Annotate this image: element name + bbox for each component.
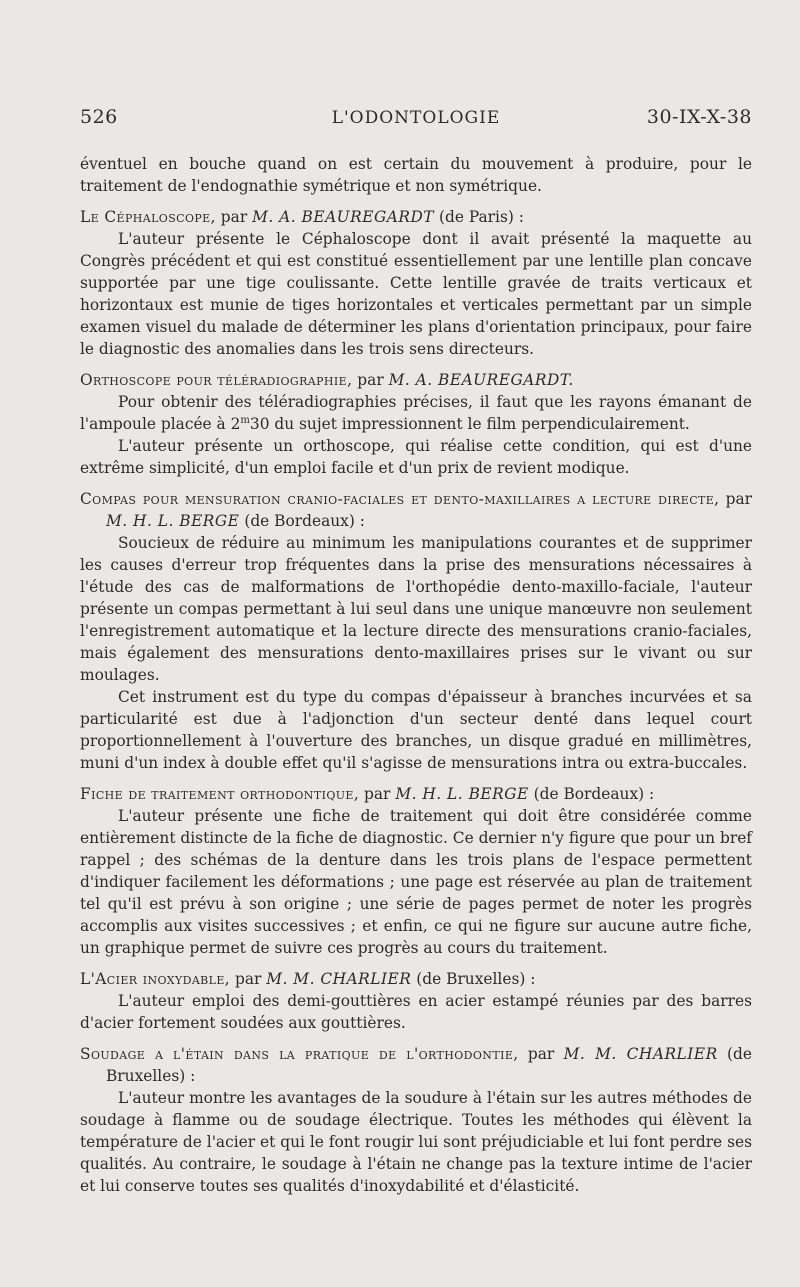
section-paragraph: L'auteur montre les avantages de la soudure à l'étain sur les autres méthodes de soudage à flamme ou de soudage électrique. Toutes les méthodes qui élèvent la température de l'acier et qui le font rougir lui sont préjudiciable et lui font perdre ses qualités. Au contraire, le soudage à l'étain ne change pas la texture intime de l'acier et lui conserve toutes ses qualités d'inoxydabilité et d'élasticité. bbox=[80, 1089, 752, 1195]
section-by: par bbox=[719, 490, 752, 508]
section-heading bbox=[80, 1043, 752, 1087]
section-acier bbox=[80, 968, 752, 1034]
section-heading bbox=[80, 783, 752, 805]
page-number: 526 bbox=[80, 106, 118, 128]
section-author: M. H. L. BERGE bbox=[106, 512, 240, 530]
section-author: M. A. BEAUREGARDT bbox=[252, 208, 435, 226]
section-title: L'Acier inoxydable, bbox=[80, 970, 231, 988]
section-author: M. M. CHARLIER bbox=[266, 970, 412, 988]
section-title: Compas pour mensuration cranio-faciales et dento-maxillaires a lecture directe, bbox=[80, 490, 720, 508]
section-author: M. M. CHARLIER bbox=[563, 1045, 718, 1063]
section-paragraph: L'auteur présente un orthoscope, qui réalise cette condition, qui est d'une extrême simplicité, d'un emploi facile et d'un prix de revient modique. bbox=[80, 437, 752, 477]
section-by: par bbox=[215, 208, 253, 226]
article-body bbox=[80, 153, 752, 1197]
section-heading bbox=[80, 968, 752, 990]
section-cephaloscope bbox=[80, 206, 752, 360]
section-orthoscope bbox=[80, 369, 752, 479]
section-place: (de Bruxelles) : bbox=[106, 1045, 752, 1085]
journal-title: L'ODONTOLOGIE bbox=[331, 108, 501, 128]
section-paragraph: Soucieux de réduire au minimum les manipulations courantes et de supprimer les causes d'erreur trop fréquentes dans la prise des mensurations nécessaires à l'étude des cas de malformations de l'orthopédie dento-maxillo-faciale, l'auteur présente un compas permettant à lui seul dans une unique manœuvre non seulement l'enregistrement automatique et la lecture directe des mensurations cranio-faciales, mais également des mensurations dento-maxillaires prises sur le vivant ou sur moulages. bbox=[80, 534, 752, 684]
section-compas bbox=[80, 488, 752, 774]
section-paragraph: L'auteur emploi des demi-gouttières en acier estampé réunies par des barres d'acier fortement soudées aux gouttières. bbox=[80, 992, 752, 1032]
section-title: Orthoscope pour téléradiographie, bbox=[80, 371, 353, 389]
issue-date: 30-IX-X-38 bbox=[646, 106, 752, 128]
section-paragraph: L'auteur présente une fiche de traitement qui doit être considérée comme entièrement distincte de la fiche de diagnostic. Ce dernier n'y figure que pour un bref rappel ; des schémas de la denture dans les trois plans de l'espace permettent d'indiquer facilement les déformations ; une page est réservée au plan de traitement tel qu'il est prévu à son origine ; une série de pages permet de noter les progrès accomplis aux visites successives ; et enfin, ce qui ne figure sur aucune autre fiche, un graphique permet de suivre ces progrès au cours du traitement. bbox=[80, 807, 752, 957]
section-place: (de Bordeaux) : bbox=[528, 785, 655, 803]
section-paragraph bbox=[80, 391, 752, 435]
section-heading bbox=[80, 488, 752, 532]
section-fiche bbox=[80, 783, 752, 959]
section-heading bbox=[80, 369, 752, 391]
running-header bbox=[80, 106, 752, 136]
section-author: M. A. BEAUREGARDT. bbox=[388, 371, 574, 389]
section-title: Le Céphaloscope, bbox=[80, 208, 216, 226]
intro-paragraph: éventuel en bouche quand on est certain du mouvement à produire, pour le traitement de l'endognathie symétrique et non symétrique. bbox=[80, 155, 752, 195]
section-paragraph: L'auteur présente le Céphaloscope dont il avait présenté la maquette au Congrès précédent et qui est constitué essentiellement par une lentille plan concave supportée par une tige coulissante. Cette lentille gravée de traits verticaux et horizontaux est munie de tiges horizontales et verticales permettant par un simple examen visuel du malade de déterminer les plans d'orientation principaux, pour faire le diagnostic des anomalies dans les trois sens directeurs. bbox=[80, 230, 752, 358]
section-heading bbox=[80, 206, 752, 228]
section-paragraph: Cet instrument est du type du compas d'épaisseur à branches incurvées et sa particularité est due à l'adjonction d'un secteur denté dans lequel court proportionnellement à l'ouverture des branches, un disque gradué en millimètres, muni d'un index à double effet qu'il s'agisse de mensurations intra ou extra-buccales. bbox=[80, 688, 752, 772]
paragraph-text: Pour obtenir des téléradiographies précises, il faut que les rayons émanant de l'ampoule placée à 2 bbox=[80, 393, 752, 433]
section-place: (de Bruxelles) : bbox=[411, 970, 536, 988]
section-author: M. H. L. BERGE bbox=[395, 785, 529, 803]
section-by: par bbox=[352, 371, 389, 389]
section-title: Fiche de traitement orthodontique, bbox=[80, 785, 360, 803]
superscript-unit: m bbox=[240, 414, 250, 426]
section-by: par bbox=[518, 1045, 564, 1063]
section-place: (de Paris) : bbox=[434, 208, 524, 226]
section-place: (de Bordeaux) : bbox=[239, 512, 365, 530]
section-title: Soudage a l'étain dans la pratique de l'orthodontie, bbox=[80, 1045, 519, 1063]
paragraph-text: 30 du sujet impressionnent le film perpendiculairement. bbox=[249, 415, 690, 433]
section-soudage bbox=[80, 1043, 752, 1197]
section-by: par bbox=[230, 970, 267, 988]
section-by: par bbox=[359, 785, 396, 803]
